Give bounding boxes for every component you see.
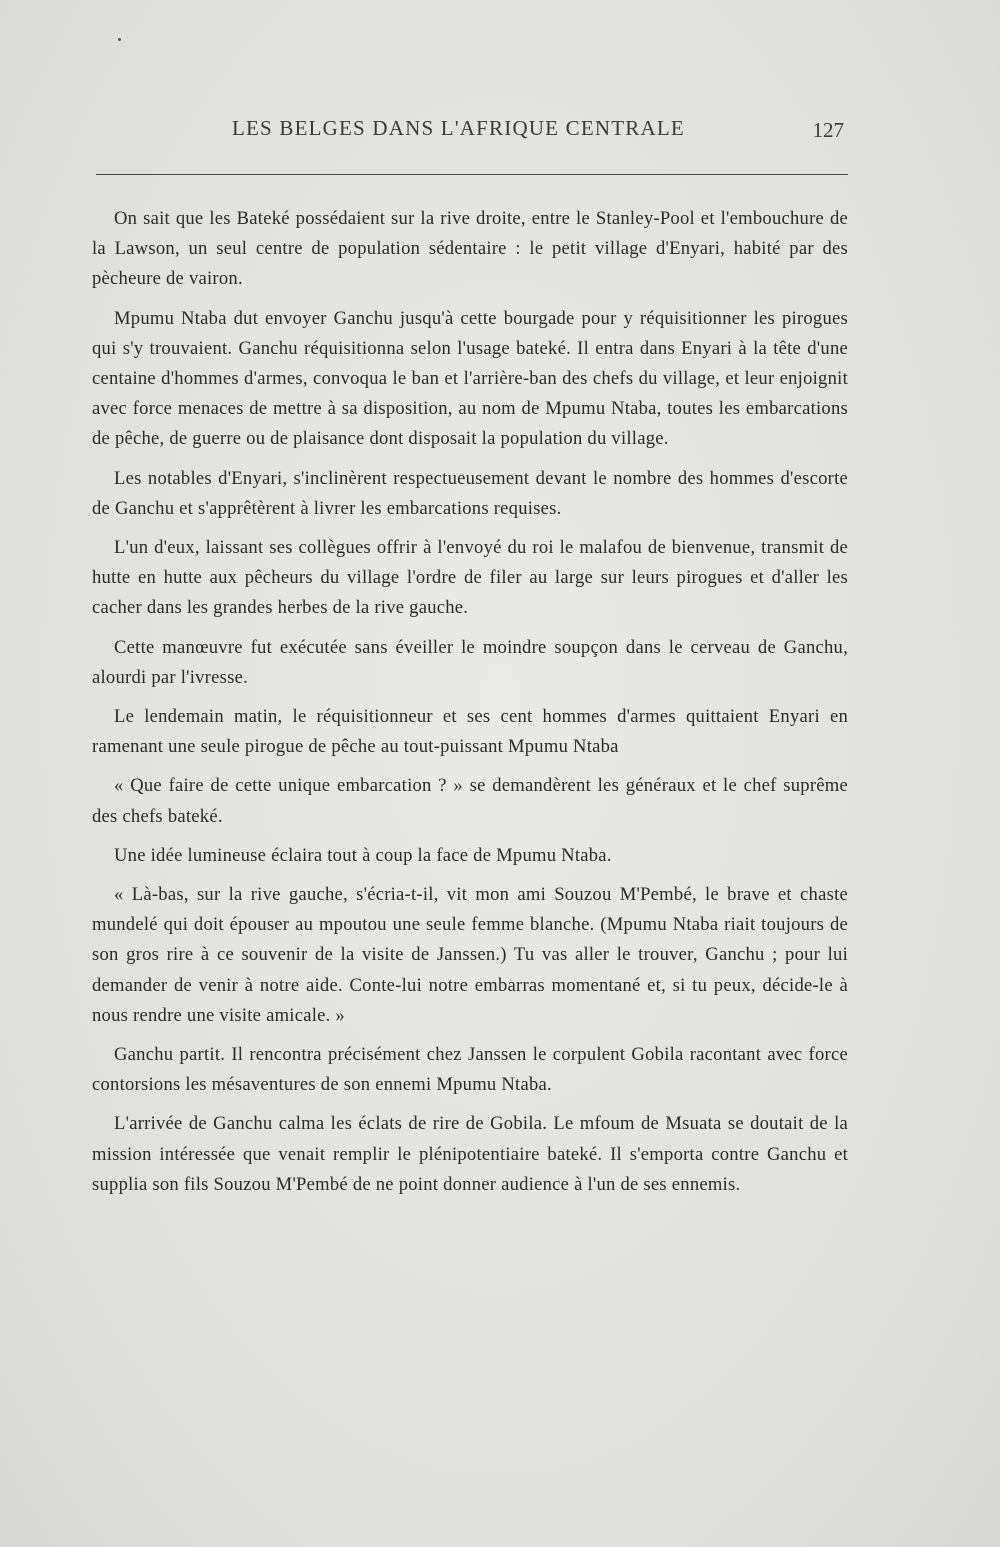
page-number: 127 [812, 118, 844, 142]
paragraph: On sait que les Bateké possédaient sur la rive droite, entre le Stanley-Pool et l'embouchure de la Lawson, un seul centre de population sédentaire : le petit village d'Enyari, habité par des pècheure de vairon. [92, 208, 848, 290]
paragraph: « Là-bas, sur la rive gauche, s'écria-t-il, vit mon ami Souzou M'Pembé, le brave et chaste mundelé qui doit épouser au mpoutou une seule femme blanche. (Mpumu Ntaba riait toujours de son gros rire à ce souvenir de la visite de Janssen.) Tu vas aller le trouver, Ganchu ; pour lui demander de venir à notre aide. Conte-lui notre embarras momentané et, si tu peux, décide-le à nous rendre une visite amicale. » [92, 884, 848, 1026]
ink-speck [118, 38, 121, 41]
running-title: LES BELGES DANS L'AFRIQUE CENTRALE [232, 116, 685, 140]
paragraph: Cette manœuvre fut exécutée sans éveiller le moindre soupçon dans le cerveau de Ganchu, alourdi par l'ivresse. [92, 636, 848, 688]
paragraph: L'un d'eux, laissant ses collègues offrir à l'envoyé du roi le malafou de bienvenue, transmit de hutte en hutte aux pêcheurs du village l'ordre de filer au large sur leurs pirogues et d'aller les cacher dans les grandes herbes de la rive gauche. [92, 537, 848, 619]
header-rule [96, 174, 848, 175]
paragraph: Mpumu Ntaba dut envoyer Ganchu jusqu'à cette bourgade pour y réquisitionner les pirogues qui s'y trouvaient. Ganchu réquisitionna selon l'usage bateké. Il entra dans Enyari à la tête d'une centaine d'hommes d'armes, convoqua le ban et l'arrière-ban des chefs du village, et leur enjoignit avec force menaces de mettre à sa disposition, au nom de Mpumu Ntaba, toutes les embarcations de pêche, de guerre ou de plaisance dont disposait la population du village. [92, 307, 848, 450]
body-text [92, 204, 848, 1209]
paragraph: Ganchu partit. Il rencontra précisément chez Janssen le corpulent Gobila racontant avec force contorsions les mésaventures de son ennemi Mpumu Ntaba. [92, 1044, 848, 1096]
paragraph: Le lendemain matin, le réquisitionneur et ses cent hommes d'armes quittaient Enyari en ramenant une seule pirogue de pêche au tout-puissant Mpumu Ntaba [92, 706, 848, 758]
page-header [90, 116, 850, 146]
paragraph: « Que faire de cette unique embarcation ? » se demandèrent les généraux et le chef suprême des chefs bateké. [92, 775, 848, 827]
paragraph: Une idée lumineuse éclaira tout à coup la face de Mpumu Ntaba. [114, 844, 612, 866]
paragraph: L'arrivée de Ganchu calma les éclats de rire de Gobila. Le mfoum de Msuata se doutait de la mission intéressée que venait remplir le plénipotentiaire bateké. Il s'emporta contre Ganchu et supplia son fils Souzou M'Pembé de ne point donner audience à l'un de ses ennemis. [92, 1113, 848, 1195]
paragraph: Les notables d'Enyari, s'inclinèrent respectueusement devant le nombre des hommes d'escorte de Ganchu et s'apprêtèrent à livrer les embarcations requises. [92, 467, 848, 519]
